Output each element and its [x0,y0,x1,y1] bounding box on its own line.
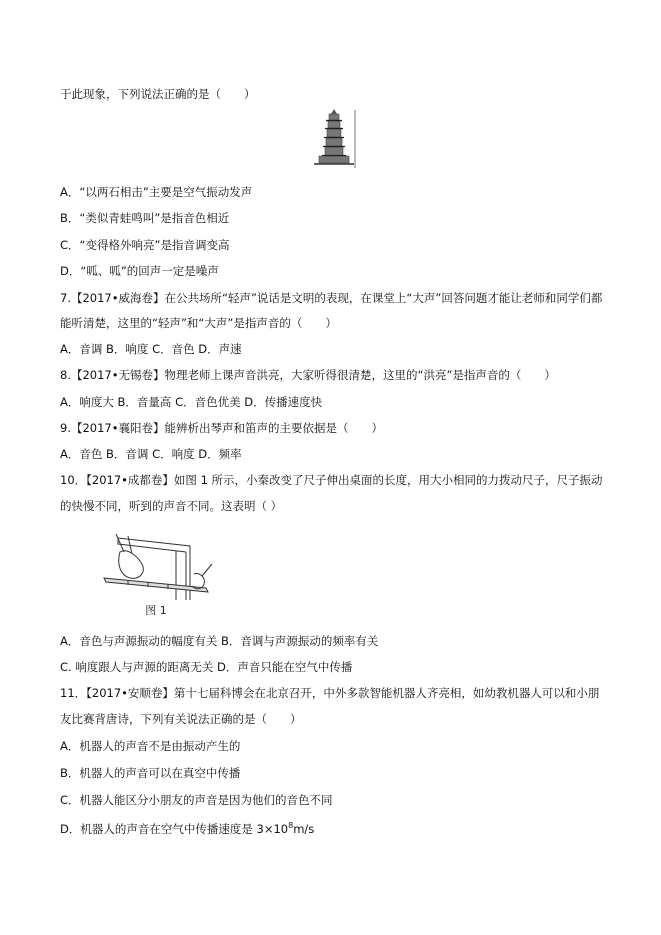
pagoda-image [310,108,358,170]
q9-options: A．音色 B．音调 C．响度 D．频率 [60,447,242,461]
q10-line-2: 的快慢不同，听到的声音不同。这表明（ ） [60,499,283,513]
q7-line-2: 能听清楚，这里的“轻声”和“大声”是指声音的（ ） [60,316,337,330]
q11-option-d [60,818,314,837]
q8-options: A．响度大 B．音量高 C．音色优美 D．传播速度快 [60,395,323,409]
ruler-table-figure [98,530,216,620]
q11-line-1: 11．【2017•安顺卷】第十七届科博会在北京召开，中外多款智能机器人齐亮相，如幼教机器人可以和小朋 [60,686,600,700]
q11-option-b: B．机器人的声音可以在真空中传播 [60,766,241,780]
intro-line: 于此现象，下列说法正确的是（ ） [60,87,256,101]
q6-option-a: A．“以两石相击”主要是空气振动发声 [60,185,253,199]
q11-option-d-unit: m/s [293,821,315,836]
q6-option-b: B．“类似青蛙鸣叫”是指音色相近 [60,211,230,225]
q11-option-d-text: D．机器人的声音在空气中传播速度是 3×10 [60,821,289,836]
q10-line-1: 10．【2017•成都卷】如图 1 所示，小秦改变了尺子伸出桌面的长度，用大小相同的力拨动尺子，尺子振动 [60,473,603,487]
q11-option-d-exponent: 8 [288,821,294,830]
q8-line-1: 8.【2017•无锡卷】物理老师上课声音洪亮，大家听得很清楚，这里的“洪亮”是指声音的（ ） [60,368,556,382]
q7-options: A．音调 B．响度 C．音色 D．声速 [60,342,242,356]
figure-caption: 图 1 [145,604,167,617]
q11-option-a: A．机器人的声音不是由振动产生的 [60,739,241,753]
q6-option-c: C．“变得格外响亮”是指音调变高 [60,238,230,252]
q10-options-2: C. 响度跟人与声源的距离无关 D．声音只能在空气中传播 [60,660,353,674]
q11-option-c: C．机器人能区分小朋友的声音是因为他们的音色不同 [60,793,333,807]
q6-option-d: D．“呱、呱”的回声一定是噪声 [60,264,219,278]
q10-options-1: A．音色与声源振动的幅度有关 B．音调与声源振动的频率有关 [60,634,379,648]
q9-line-1: 9.【2017•襄阳卷】能辨析出琴声和笛声的主要依据是（ ） [60,421,384,435]
q11-line-2: 友比赛背唐诗，下列有关说法正确的是（ ） [60,712,302,726]
q7-line-1: 7.【2017•威海卷】在公共场所“轻声”说话是文明的表现，在课堂上“大声”回答问题才能让老师和同学们都 [60,291,603,305]
